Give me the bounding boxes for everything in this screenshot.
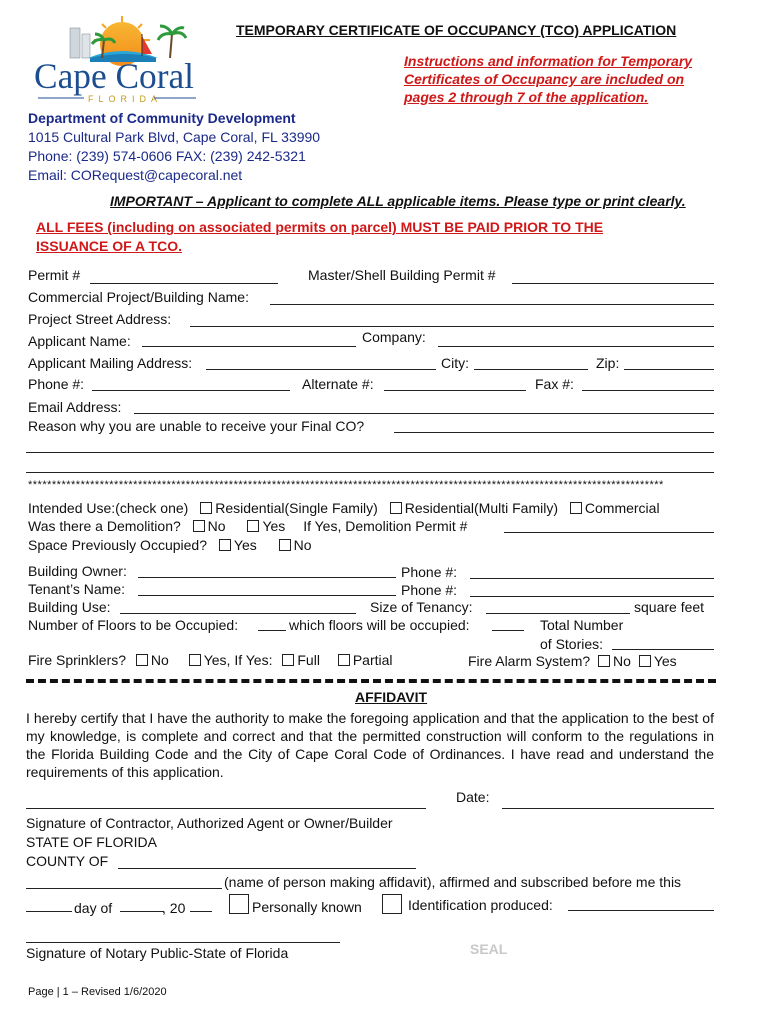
reason-field-3[interactable] xyxy=(26,472,714,473)
permit-field[interactable] xyxy=(90,283,278,284)
demolition-permit-field[interactable] xyxy=(504,532,714,533)
master-permit-label: Master/Shell Building Permit # xyxy=(308,267,496,283)
reason-field-1[interactable] xyxy=(394,432,714,433)
mailing-label: Applicant Mailing Address: xyxy=(28,355,193,371)
seal-label: SEAL xyxy=(470,941,508,957)
owner-phone-field[interactable] xyxy=(470,578,714,579)
sprinklers-label: Fire Sprinklers? xyxy=(28,652,127,668)
residential-single-checkbox[interactable] xyxy=(200,502,212,514)
of-stories-label: of Stories: xyxy=(540,636,604,652)
day-of-label: day of xyxy=(74,900,113,916)
street-label: Project Street Address: xyxy=(28,311,172,327)
fax-field[interactable] xyxy=(582,390,714,391)
notary-signature-field[interactable] xyxy=(26,942,340,943)
date-field[interactable] xyxy=(502,808,714,809)
floors-field[interactable] xyxy=(258,630,286,631)
svg-text:FLORIDA: FLORIDA xyxy=(88,94,163,104)
alarm-row xyxy=(468,653,677,669)
day-field[interactable] xyxy=(26,911,72,912)
total-number-label: Total Number xyxy=(540,617,624,633)
applicant-field[interactable] xyxy=(142,346,356,347)
company-label: Company: xyxy=(362,329,426,345)
state-label: STATE OF FLORIDA xyxy=(26,834,157,850)
intended-use-row xyxy=(28,500,660,516)
sprinklers-row xyxy=(28,652,393,668)
contractor-signature-label: Signature of Contractor, Authorized Agent or Owner/Builder xyxy=(26,815,393,831)
commercial-checkbox[interactable] xyxy=(570,502,582,514)
alarm-label: Fire Alarm System? xyxy=(468,653,591,669)
month-field[interactable] xyxy=(120,911,164,912)
important-notice: IMPORTANT – Applicant to complete ALL applicable items. Please type or print clearly. xyxy=(110,193,686,209)
which-floors-field[interactable] xyxy=(492,630,524,631)
intended-use-label: Intended Use:(check one) xyxy=(28,500,189,516)
county-label: COUNTY OF xyxy=(26,853,109,869)
affiant-name-label: (name of person making affidavit), affirmed and subscribed before me this xyxy=(224,874,682,890)
company-field[interactable] xyxy=(438,346,714,347)
size-label: Size of Tenancy: xyxy=(370,599,473,615)
instructions-note: Instructions and information for Temporary Certificates of Occupancy are included on pages 2 through 7 of the application. xyxy=(404,53,693,105)
occupied-yes-checkbox[interactable] xyxy=(219,539,231,551)
dashed-divider xyxy=(26,679,716,683)
phone-label: Phone #: xyxy=(28,376,85,392)
page-footer: Page | 1 – Revised 1/6/2020 xyxy=(28,986,167,998)
alarm-yes-checkbox[interactable] xyxy=(639,655,651,667)
occupied-yes-label: Yes xyxy=(233,537,257,553)
occupied-no-label: No xyxy=(293,537,312,553)
street-field[interactable] xyxy=(190,326,714,327)
fax-label: Fax #: xyxy=(535,376,574,392)
master-permit-field[interactable] xyxy=(512,283,714,284)
cape-coral-logo xyxy=(30,14,210,106)
applicant-label: Applicant Name: xyxy=(28,333,131,349)
alarm-no-checkbox[interactable] xyxy=(598,655,610,667)
alarm-yes-label: Yes xyxy=(653,653,677,669)
affidavit-text: I hereby certify that I have the authority to make the foregoing application and that the application to the best of my knowledge, is complete and correct and that the permitted construction will conform to the regulations in the Florida Building Code and the City of Cape Coral Code of Ordinances. I have read and understand the requirements of this application. xyxy=(26,710,714,780)
alternate-label: Alternate #: xyxy=(302,376,374,392)
sprinklers-full-label: Full xyxy=(297,652,320,668)
personally-known-checkbox[interactable] xyxy=(229,894,249,914)
alarm-no-label: No xyxy=(613,653,631,669)
separator: ************************************************************************************************************************************* xyxy=(28,479,664,491)
svg-text:Cape Coral: Cape Coral xyxy=(34,56,194,96)
occupied-label: Space Previously Occupied? xyxy=(28,537,207,553)
permit-label: Permit # xyxy=(28,267,81,283)
tenant-field[interactable] xyxy=(138,595,396,596)
commercial-label: Commercial xyxy=(584,500,660,516)
building-use-field[interactable] xyxy=(120,613,356,614)
affiant-name-field[interactable] xyxy=(26,888,222,889)
contractor-signature-field[interactable] xyxy=(26,808,426,809)
reason-label: Reason why you are unable to receive your Final CO? xyxy=(28,418,365,434)
building-use-label: Building Use: xyxy=(28,599,111,615)
project-name-field[interactable] xyxy=(270,304,714,305)
email-label: Email Address: xyxy=(28,399,122,415)
demolition-yes-label: Yes xyxy=(262,518,286,534)
owner-phone-label: Phone #: xyxy=(401,564,458,580)
which-floors-label: which floors will be occupied: xyxy=(289,617,470,633)
reason-field-2[interactable] xyxy=(26,452,714,453)
email-field[interactable] xyxy=(134,413,714,414)
sprinklers-yes-label: Yes, If Yes: xyxy=(203,652,273,668)
residential-multi-checkbox[interactable] xyxy=(390,502,402,514)
phone-field[interactable] xyxy=(92,390,290,391)
year-field[interactable] xyxy=(190,911,212,912)
owner-label: Building Owner: xyxy=(28,563,127,579)
residential-single-label: Residential(Single Family) xyxy=(215,500,378,516)
size-field[interactable] xyxy=(486,613,630,614)
zip-field[interactable] xyxy=(624,369,714,370)
tenant-phone-label: Phone #: xyxy=(401,582,458,598)
demolition-label: Was there a Demolition? xyxy=(28,518,181,534)
occupied-row xyxy=(28,537,312,553)
mailing-field[interactable] xyxy=(206,369,436,370)
county-field[interactable] xyxy=(118,868,416,869)
identification-checkbox[interactable] xyxy=(382,894,402,914)
alternate-field[interactable] xyxy=(384,390,526,391)
date-label: Date: xyxy=(456,789,490,805)
sprinklers-partial-checkbox[interactable] xyxy=(338,654,350,666)
department-phone: Phone: (239) 574-0606 FAX: (239) 242-5321 xyxy=(28,148,306,164)
page-title: TEMPORARY CERTIFICATE OF OCCUPANCY (TCO) APPLICATION xyxy=(236,22,677,38)
demolition-no-label: No xyxy=(207,518,226,534)
owner-field[interactable] xyxy=(138,577,396,578)
city-field[interactable] xyxy=(474,369,588,370)
department-email: Email: CORequest@capecoral.net xyxy=(28,167,243,183)
year-label: , 20 xyxy=(162,900,186,916)
sprinklers-yes-checkbox[interactable] xyxy=(189,654,201,666)
personally-known-label: Personally known xyxy=(252,899,362,915)
fees-notice: ALL FEES (including on associated permits on parcel) MUST BE PAID PRIOR TO THE ISSUANCE OF A TCO. xyxy=(36,219,604,254)
demolition-permit-label: If Yes, Demolition Permit # xyxy=(303,518,468,534)
occupied-no-checkbox[interactable] xyxy=(279,539,291,551)
demolition-no-checkbox[interactable] xyxy=(193,520,205,532)
sprinklers-no-label: No xyxy=(150,652,169,668)
residential-multi-label: Residential(Multi Family) xyxy=(404,500,558,516)
tenant-label: Tenant’s Name: xyxy=(28,581,126,597)
sprinklers-no-checkbox[interactable] xyxy=(136,654,148,666)
department-block xyxy=(28,109,320,185)
city-label: City: xyxy=(441,355,469,371)
floors-label: Number of Floors to be Occupied: xyxy=(28,617,239,633)
demolition-yes-checkbox[interactable] xyxy=(247,520,259,532)
sprinklers-partial-label: Partial xyxy=(352,652,393,668)
department-name: Department of Community Development xyxy=(28,110,296,126)
notary-signature-label: Signature of Notary Public-State of Florida xyxy=(26,945,289,961)
project-name-label: Commercial Project/Building Name: xyxy=(28,289,249,305)
tenant-phone-field[interactable] xyxy=(470,596,714,597)
zip-label: Zip: xyxy=(596,355,620,371)
stories-field[interactable] xyxy=(612,649,714,650)
sqft-label: square feet xyxy=(634,599,705,615)
department-address: 1015 Cultural Park Blvd, Cape Coral, FL 33990 xyxy=(28,129,321,145)
affidavit-heading: AFFIDAVIT xyxy=(355,689,428,705)
identification-field[interactable] xyxy=(568,910,714,911)
demolition-row xyxy=(28,518,467,534)
sprinklers-full-checkbox[interactable] xyxy=(282,654,294,666)
identification-label: Identification produced: xyxy=(408,897,553,913)
